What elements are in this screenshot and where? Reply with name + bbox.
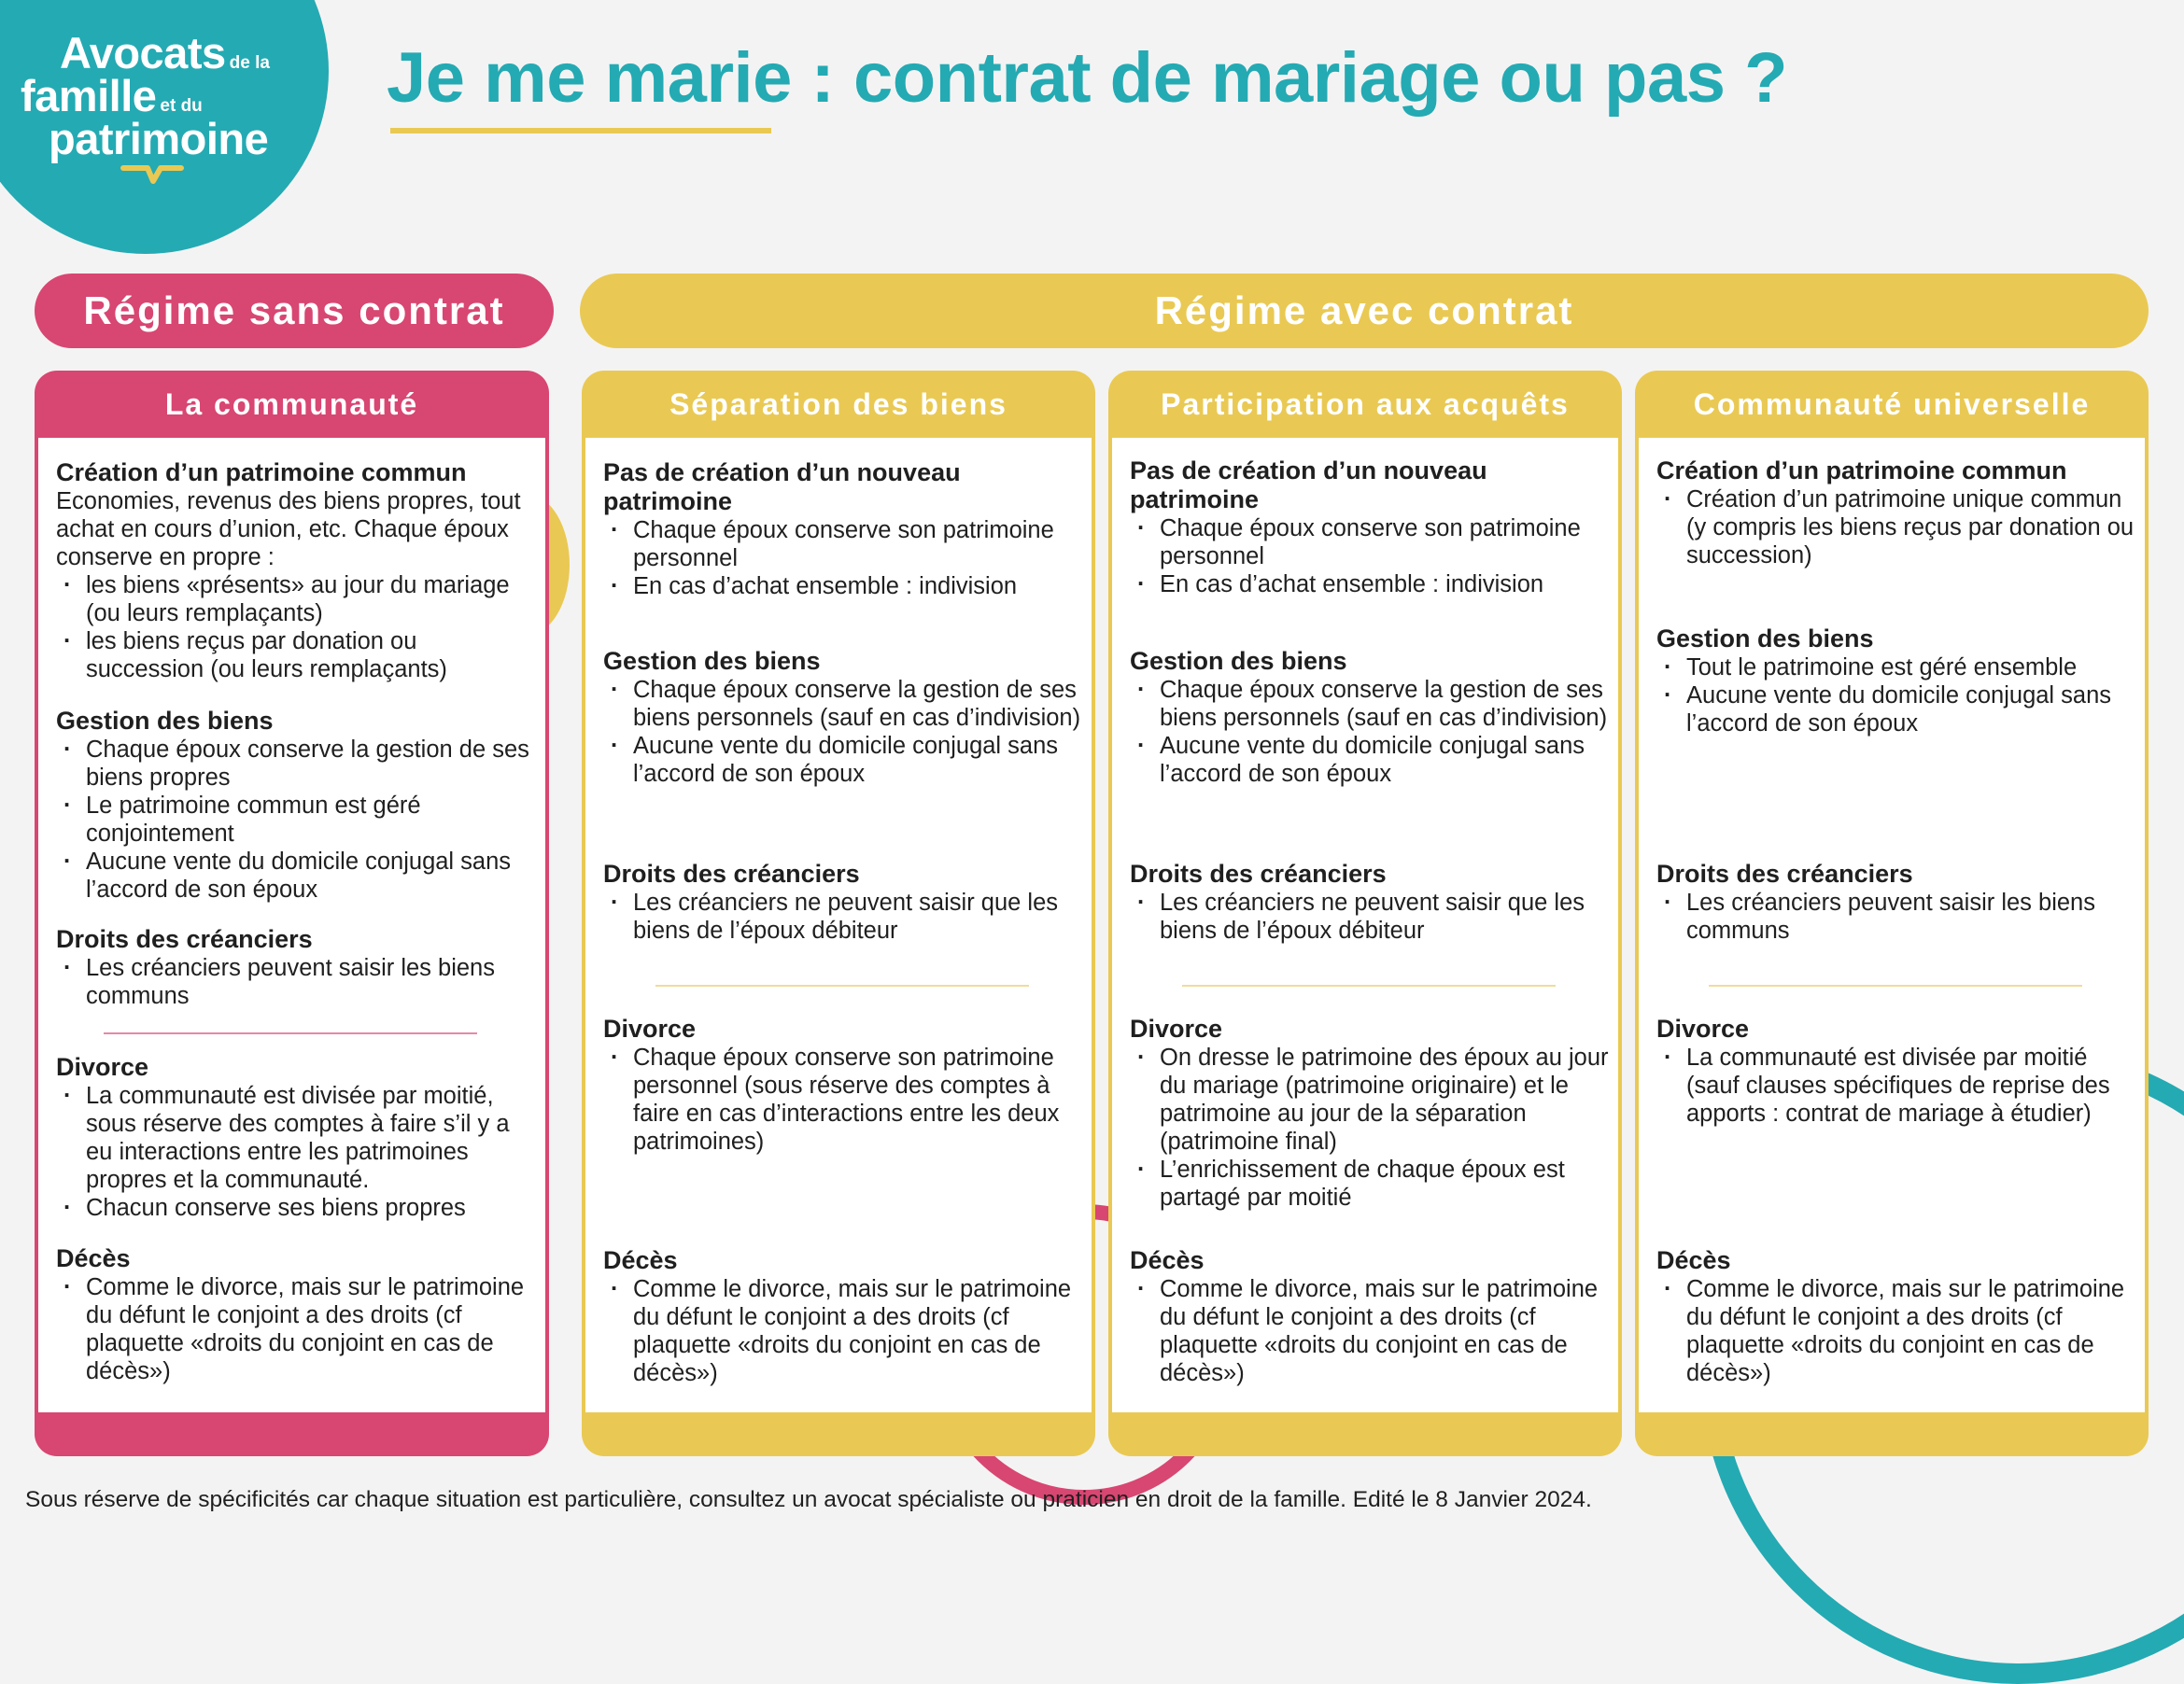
section-heading: Droits des créanciers	[1130, 860, 1387, 888]
list-item: · Comme le divorce, mais sur le patrimoine du défunt le conjoint a des droits (cf plaquette «droits du conjoint en cas de décès»)	[1656, 1275, 2135, 1387]
section-deces	[603, 1246, 1082, 1387]
section-creation	[1130, 456, 1609, 598]
section-heading: Droits des créanciers	[56, 925, 313, 953]
section-divider	[104, 1032, 477, 1034]
section-list	[1656, 1275, 2135, 1387]
section-list	[603, 1044, 1082, 1156]
logo-small-1: de la	[229, 53, 270, 73]
section-heading: Gestion des biens	[56, 707, 274, 735]
section-list	[56, 571, 536, 683]
list-item: · Tout le patrimoine est géré ensemble	[1656, 653, 2135, 681]
list-item: · Comme le divorce, mais sur le patrimoine du défunt le conjoint a des droits (cf plaquette «droits du conjoint en cas de décès»)	[56, 1273, 536, 1385]
card-communaute	[35, 371, 549, 1456]
section-heading: Décès	[1130, 1246, 1205, 1274]
section-heading: Divorce	[603, 1015, 697, 1043]
section-text: Economies, revenus des biens propres, tout achat en cours d’union, etc. Chaque époux conserve en propre :	[56, 488, 521, 570]
list-item: · Les créanciers peuvent saisir les biens communs	[56, 954, 536, 1010]
section-list	[56, 736, 536, 904]
section-deces	[1130, 1246, 1609, 1387]
section-divorce	[1130, 1015, 1609, 1212]
section-gestion	[56, 707, 536, 904]
section-creanciers	[1656, 860, 2135, 945]
section-divider	[1709, 985, 2082, 987]
card-participation-aux-acquets	[1108, 371, 1622, 1456]
list-item: · Aucune vente du domicile conjugal sans l’accord de son époux	[603, 732, 1082, 788]
section-heading: Pas de création d’un nouveau patrimoine	[603, 458, 961, 515]
card-body	[38, 438, 545, 1412]
section-divider	[1182, 985, 1556, 987]
logo-word-3: patrimoine	[49, 114, 269, 164]
list-item: · Chaque époux conserve la gestion de ses biens propres	[56, 736, 536, 792]
section-heading: Droits des créanciers	[603, 860, 860, 888]
section-list	[1130, 1044, 1609, 1212]
section-list	[1656, 889, 2135, 945]
section-heading: Gestion des biens	[1130, 647, 1347, 675]
section-creation	[1656, 456, 2135, 569]
section-gestion	[603, 647, 1082, 788]
section-list	[1130, 514, 1609, 598]
list-item: · Création d’un patrimoine unique commun (y compris les biens reçus par donation ou succession)	[1656, 485, 2135, 569]
list-item: · Comme le divorce, mais sur le patrimoine du défunt le conjoint a des droits (cf plaquette «droits du conjoint en cas de décès»)	[1130, 1275, 1609, 1387]
card-body	[1112, 438, 1618, 1412]
list-item: · Aucune vente du domicile conjugal sans l’accord de son époux	[1130, 732, 1609, 788]
section-creanciers	[1130, 860, 1609, 945]
footer-disclaimer: Sous réserve de spécificités car chaque situation est particulière, consultez un avocat spécialiste ou praticien en droit de la famille. Edité le 8 Janvier 2024.	[25, 1487, 1592, 1512]
card-separation-des-biens	[582, 371, 1095, 1456]
card-communaute-universelle	[1635, 371, 2149, 1456]
section-list	[1130, 889, 1609, 945]
logo-word-1: Avocats	[60, 28, 226, 77]
section-list	[1656, 1044, 2135, 1128]
list-item: · Chaque époux conserve son patrimoine personnel (sous réserve des comptes à faire en cas d’interactions entre les deux patrimoines)	[603, 1044, 1082, 1156]
card-title: La communauté	[164, 386, 419, 421]
band-regime-sans-contrat: Régime sans contrat	[35, 274, 554, 348]
list-item: · Le patrimoine commun est géré conjointement	[56, 792, 536, 848]
section-heading: Pas de création d’un nouveau patrimoine	[1130, 456, 1487, 513]
list-item: · L’enrichissement de chaque époux est partagé par moitié	[1130, 1156, 1609, 1212]
section-list	[603, 1275, 1082, 1387]
section-list	[1130, 676, 1609, 788]
logo	[21, 28, 270, 164]
section-deces	[56, 1244, 536, 1385]
section-list	[1656, 653, 2135, 737]
list-item: · les biens reçus par donation ou succession (ou leurs remplaçants)	[56, 627, 536, 683]
list-item: · En cas d’achat ensemble : indivision	[603, 572, 1082, 600]
list-item: · En cas d’achat ensemble : indivision	[1130, 570, 1609, 598]
section-list	[1130, 1275, 1609, 1387]
section-heading: Divorce	[1656, 1015, 1750, 1043]
list-item: · Les créanciers ne peuvent saisir que les biens de l’époux débiteur	[603, 889, 1082, 945]
section-heading: Droits des créanciers	[1656, 860, 1913, 888]
card-title: Séparation des biens	[669, 386, 1007, 421]
card-title: Participation aux acquêts	[1161, 386, 1570, 421]
list-item: · La communauté est divisée par moitié, sous réserve des comptes à faire s’il y a eu interactions entre les patrimoines propres et la communauté.	[56, 1082, 536, 1194]
list-item: · Comme le divorce, mais sur le patrimoine du défunt le conjoint a des droits (cf plaquette «droits du conjoint en cas de décès»)	[603, 1275, 1082, 1387]
title-underline	[390, 128, 771, 133]
page-title: Je me marie : contrat de mariage ou pas ?	[387, 38, 1788, 118]
section-list	[603, 889, 1082, 945]
section-heading: Création d’un patrimoine commun	[56, 458, 467, 486]
section-heading: Divorce	[1130, 1015, 1223, 1043]
section-gestion	[1130, 647, 1609, 788]
list-item: · Chaque époux conserve la gestion de ses biens personnels (sauf en cas d’indivision)	[1130, 676, 1609, 732]
logo-mark-icon	[120, 164, 185, 187]
card-title: Communauté universelle	[1693, 386, 2091, 421]
section-divider	[655, 985, 1029, 987]
list-item: · Chaque époux conserve son patrimoine personnel	[1130, 514, 1609, 570]
section-list	[603, 516, 1082, 600]
card-body	[585, 438, 1092, 1412]
list-item: · Chaque époux conserve son patrimoine personnel	[603, 516, 1082, 572]
section-list	[56, 1273, 536, 1385]
section-heading: Décès	[1656, 1246, 1731, 1274]
section-list	[56, 954, 536, 1010]
section-divorce	[1656, 1015, 2135, 1128]
list-item: · Chacun conserve ses biens propres	[56, 1194, 536, 1222]
list-item: · Chaque époux conserve la gestion de ses biens personnels (sauf en cas d’indivision)	[603, 676, 1082, 732]
section-divorce	[56, 1053, 536, 1222]
section-heading: Création d’un patrimoine commun	[1656, 456, 2067, 484]
section-heading: Décès	[56, 1244, 131, 1272]
section-heading: Décès	[603, 1246, 678, 1274]
list-item: · Les créanciers ne peuvent saisir que les biens de l’époux débiteur	[1130, 889, 1609, 945]
logo-small-2: et du	[160, 96, 203, 117]
section-divorce	[603, 1015, 1082, 1156]
list-item: · Aucune vente du domicile conjugal sans l’accord de son époux	[1656, 681, 2135, 737]
card-body	[1639, 438, 2145, 1412]
section-creanciers	[56, 925, 536, 1010]
list-item: · La communauté est divisée par moitié (sauf clauses spécifiques de reprise des apports : contrat de mariage à étudier)	[1656, 1044, 2135, 1128]
section-heading: Divorce	[56, 1053, 149, 1081]
list-item: · Aucune vente du domicile conjugal sans l’accord de son époux	[56, 848, 536, 904]
section-gestion	[1656, 624, 2135, 737]
section-creanciers	[603, 860, 1082, 945]
section-heading: Gestion des biens	[603, 647, 821, 675]
section-deces	[1656, 1246, 2135, 1387]
section-list	[1656, 485, 2135, 569]
band-regime-avec-contrat: Régime avec contrat	[580, 274, 2149, 348]
section-creation	[603, 458, 1082, 600]
section-creation	[56, 458, 536, 683]
list-item: · les biens «présents» au jour du mariage (ou leurs remplaçants)	[56, 571, 536, 627]
section-heading: Gestion des biens	[1656, 624, 1874, 653]
section-list	[603, 676, 1082, 788]
logo-word-2: famille	[21, 71, 157, 121]
list-item: · Les créanciers peuvent saisir les biens communs	[1656, 889, 2135, 945]
list-item: · On dresse le patrimoine des époux au jour du mariage (patrimoine originaire) et le patrimoine au jour de la séparation (patrimoine final)	[1130, 1044, 1609, 1156]
section-list	[56, 1082, 536, 1222]
